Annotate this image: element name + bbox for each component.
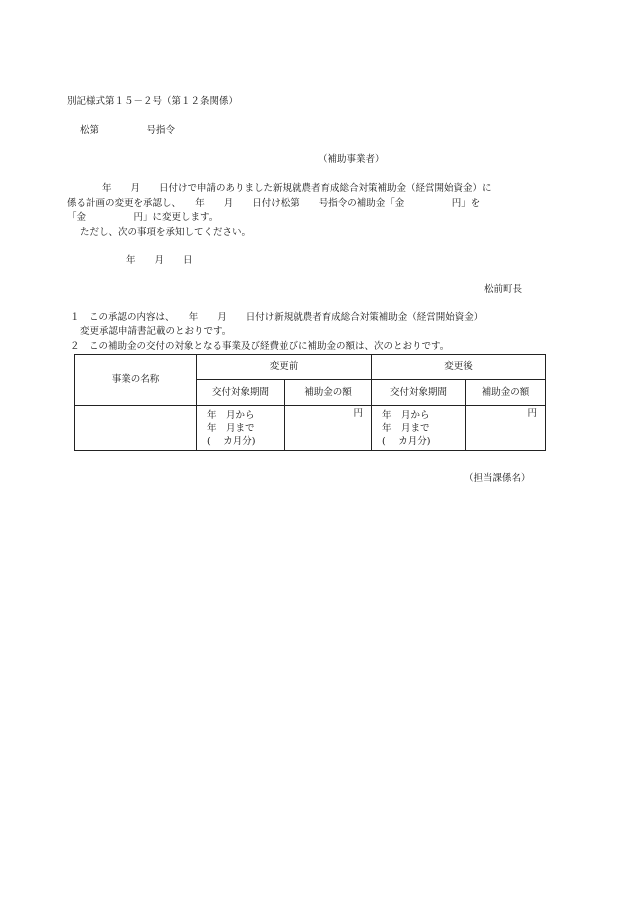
before-amount-header: 補助金の額: [285, 380, 372, 406]
body-line-1: 年 月 日付けで申請のありました新規就農者育成総合対策補助金（経営開始資金）に: [102, 183, 492, 194]
after-amount-header: 補助金の額: [466, 380, 546, 406]
before-change-header: 変更前: [197, 355, 372, 380]
after-period-header: 交付対象期間: [372, 380, 466, 406]
form-number: 別記様式第１５－２号（第１２条関係）: [67, 96, 239, 107]
body-line-2: 係る計画の変更を承認し、 年 月 日付け松第 号指令の補助金「金 円」を: [67, 198, 481, 209]
after-period-cell: [372, 406, 466, 451]
issuer-name: 松前町長: [484, 284, 523, 295]
item-1-line-2: 変更承認申請書記載のとおりです。: [80, 326, 232, 337]
project-name-cell: [75, 406, 197, 451]
recipient-label: （補助事業者）: [318, 154, 385, 165]
period-months: ( カ月分): [382, 436, 431, 447]
designation-number: 松第 号指令: [80, 125, 176, 136]
period-months: ( カ月分): [207, 436, 256, 447]
subsidy-table: [74, 354, 546, 451]
period-to: 年 月まで: [207, 423, 255, 434]
period-to: 年 月まで: [382, 423, 430, 434]
before-amount-cell: 円: [285, 406, 372, 451]
period-from: 年 月から: [207, 410, 255, 421]
body-line-3: 「金 円」に変更します。: [67, 212, 219, 223]
item-1-line-1: １ この承認の内容は、 年 月 日付け新規就農者育成総合対策補助金（経営開始資金）: [70, 312, 484, 323]
after-amount-cell: 円: [466, 406, 546, 451]
issue-date: 年 月 日: [126, 255, 193, 266]
item-2: ２ この補助金の交付の対象となる事業及び経費並びに補助金の額は、次のとおりです。: [70, 341, 450, 352]
before-period-cell: [197, 406, 285, 451]
contact-department: （担当課係名）: [464, 473, 531, 484]
table-row: [75, 406, 546, 451]
body-line-4: ただし、次の事項を承知してください。: [80, 227, 252, 238]
project-name-header: 事業の名称: [75, 355, 197, 406]
table-header-row-1: [75, 355, 546, 380]
period-from: 年 月から: [382, 410, 430, 421]
before-period-header: 交付対象期間: [197, 380, 285, 406]
after-change-header: 変更後: [372, 355, 546, 380]
